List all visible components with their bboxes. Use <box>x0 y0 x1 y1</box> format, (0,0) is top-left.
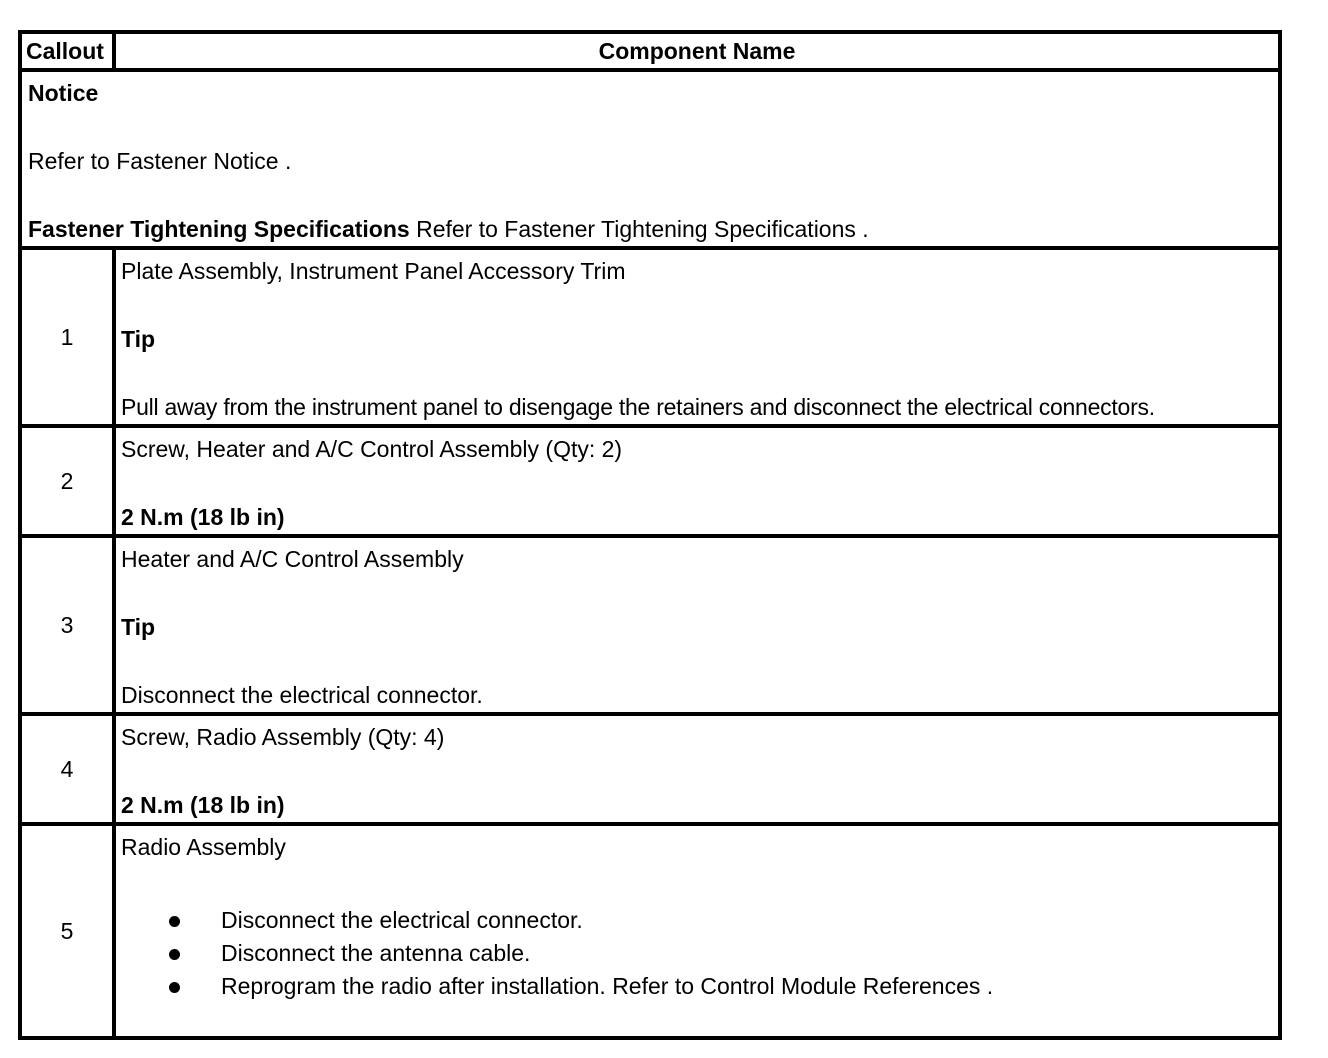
component-cell <box>114 714 1280 824</box>
tip-label: Tip <box>121 326 156 352</box>
component-cell <box>114 824 1280 1038</box>
bullet-icon <box>169 982 180 993</box>
callout-number: 4 <box>20 714 114 824</box>
tip-label: Tip <box>121 614 156 640</box>
table-row <box>20 426 1280 536</box>
notice-row <box>20 70 1280 248</box>
bullet-icon <box>169 916 180 927</box>
component-name-column-header: Component Name <box>114 32 1280 70</box>
bullet-icon <box>169 949 180 960</box>
notice-title: Notice <box>28 80 99 106</box>
table-header-row <box>20 32 1280 70</box>
component-name: Plate Assembly, Instrument Panel Accessory Trim <box>121 258 626 284</box>
component-name: Heater and A/C Control Assembly <box>121 546 464 572</box>
instruction-list <box>121 904 1273 1003</box>
notice-text: Refer to Fastener Notice . <box>28 148 292 174</box>
notice-cell <box>20 70 1280 248</box>
torque-spec: 2 N.m (18 lb in) <box>121 504 285 530</box>
list-item-text: Disconnect the electrical connector. <box>221 907 583 933</box>
component-name: Screw, Radio Assembly (Qty: 4) <box>121 724 445 750</box>
table-row <box>20 714 1280 824</box>
component-name: Radio Assembly <box>121 834 286 860</box>
component-cell <box>114 536 1280 714</box>
table-row <box>20 248 1280 426</box>
component-cell <box>114 426 1280 536</box>
callout-column-header: Callout <box>20 32 114 70</box>
component-name: Screw, Heater and A/C Control Assembly (Qty: 2) <box>121 436 623 462</box>
torque-spec: 2 N.m (18 lb in) <box>121 792 285 818</box>
callout-number: 2 <box>20 426 114 536</box>
callout-number: 5 <box>20 824 114 1038</box>
list-item-text: Reprogram the radio after installation. Refer to Control Module References . <box>221 973 994 999</box>
list-item-text: Disconnect the antenna cable. <box>221 940 531 966</box>
fastener-spec-line <box>28 212 1272 246</box>
tip-text: Disconnect the electrical connector. <box>121 682 483 708</box>
list-item <box>121 904 1273 937</box>
list-item <box>121 970 1273 1003</box>
callout-number: 1 <box>20 248 114 426</box>
fastener-spec-label: Fastener Tightening Specifications <box>28 216 410 242</box>
table-row <box>20 536 1280 714</box>
fastener-spec-text: Refer to Fastener Tightening Specifications . <box>409 216 869 242</box>
tip-text: Pull away from the instrument panel to disengage the retainers and disconnect the electrical connectors. <box>121 394 1155 420</box>
list-item <box>121 937 1273 970</box>
callout-number: 3 <box>20 536 114 714</box>
table-row <box>20 824 1280 1038</box>
component-cell <box>114 248 1280 426</box>
component-table <box>18 30 1282 1040</box>
